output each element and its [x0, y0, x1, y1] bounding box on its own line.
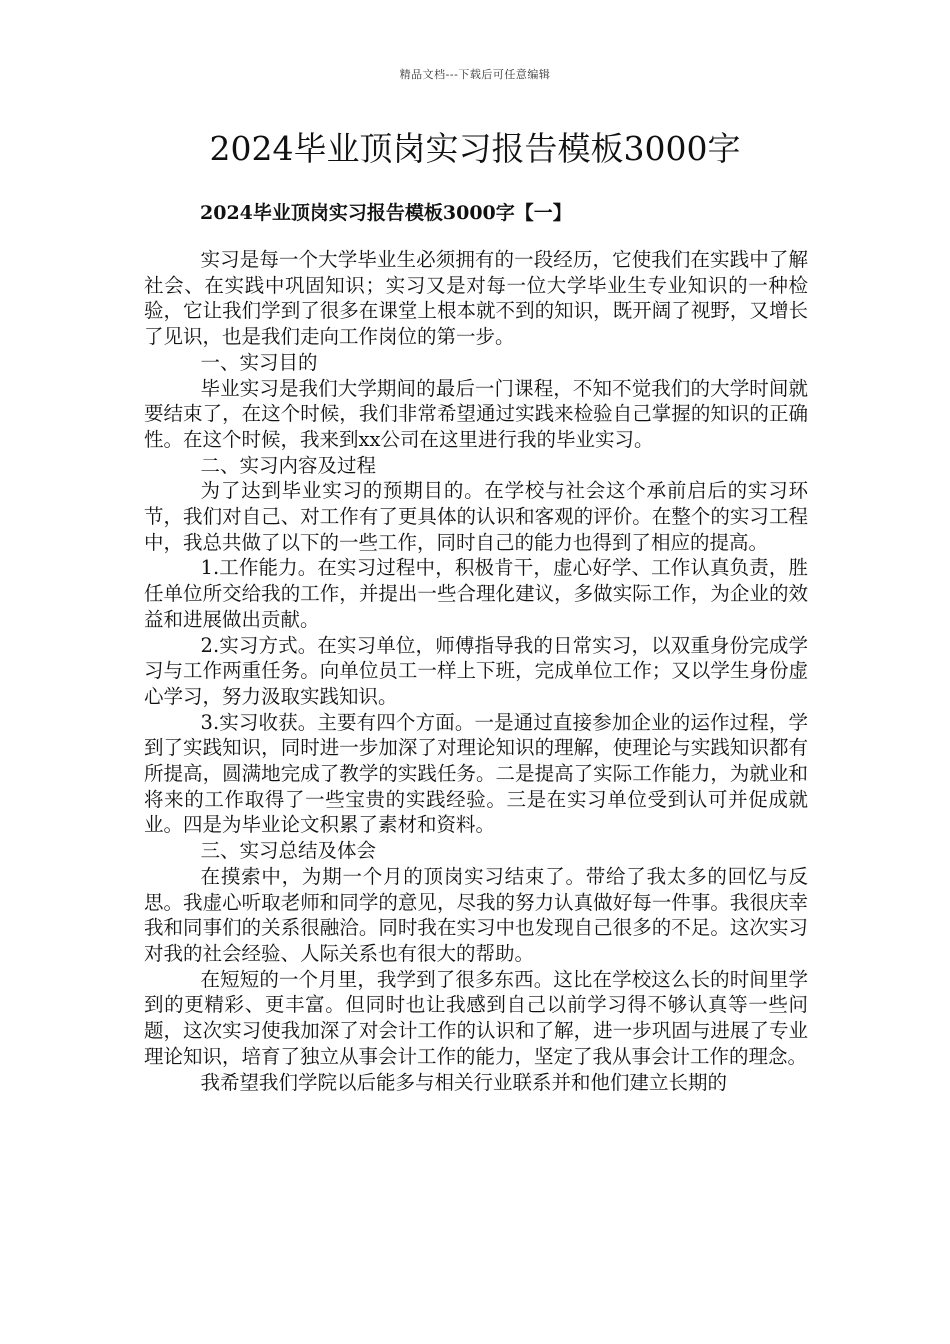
content-item-1: 1.工作能力。在实习过程中，积极肯干，虚心好学、工作认真负责，胜任单位所交给我的工作，并提出一些合理化建议，多做实际工作，为企业的效益和进展做出贡献。 — [144, 556, 808, 631]
content-item-2: 2.实习方式。在实习单位，师傅指导我的日常实习，以双重身份完成学习与工作两重任务。向单位员工一样上下班，完成单位工作；又以学生身份虚心学习，努力汲取实践知识。 — [144, 633, 808, 708]
summary-paragraph-2: 在短短的一个月里，我学到了很多东西。这比在学校这么长的时间里学到的更精彩、更丰富。但同时也让我感到自己以前学习得不够认真等一些问题，这次实习使我加深了对会计工作的认识和了解，进一步巩固与进展了专业理论知识，培育了独立从事会计工作的能力，坚定了我从事会计工作的理念。 — [144, 967, 808, 1068]
section-heading-content: 二、实习内容及过程 — [200, 453, 377, 477]
purpose-paragraph: 毕业实习是我们大学期间的最后一门课程，不知不觉我们的大学时间就要结束了，在这个时候，我们非常希望通过实践来检验自己掌握的知识的正确性。在这个时候，我来到xx公司在这里进行我的毕业实习。 — [144, 376, 808, 451]
document-subtitle: 2024毕业顶岗实习报告模板3000字【一】 — [200, 202, 572, 224]
header-note: 精品文档---下载后可任意编辑 — [399, 68, 551, 81]
document-body — [144, 247, 808, 1095]
section-heading-purpose: 一、实习目的 — [200, 350, 318, 374]
summary-paragraph-3: 我希望我们学院以后能多与相关行业联系并和他们建立长期的 — [200, 1070, 728, 1094]
intro-paragraph: 实习是每一个大学毕业生必须拥有的一段经历，它使我们在实践中了解社会、在实践中巩固知识；实习又是对每一位大学毕业生专业知识的一种检验，它让我们学到了很多在课堂上根本就不到的知识，既开阔了视野，又增长了见识，也是我们走向工作岗位的第一步。 — [144, 248, 808, 349]
summary-paragraph-1: 在摸索中，为期一个月的顶岗实习结束了。带给了我太多的回忆与反思。我虚心听取老师和同学的意见，尽我的努力认真做好每一件事。我很庆幸我和同事们的关系很融洽。同时我在实习中也发现自己很多的不足。这次实习对我的社会经验、人际关系也有很大的帮助。 — [144, 864, 808, 965]
content-item-3: 3.实习收获。主要有四个方面。一是通过直接参加企业的运作过程，学到了实践知识，同时进一步加深了对理论知识的理解，使理论与实践知识都有所提高，圆满地完成了教学的实践任务。二是提高了实际工作能力，为就业和将来的工作取得了一些宝贵的实践经验。三是在实习单位受到认可并促成就业。四是为毕业论文积累了素材和资料。 — [144, 710, 808, 837]
document-title: 2024毕业顶岗实习报告模板3000字 — [209, 129, 741, 168]
content-paragraph: 为了达到毕业实习的预期目的。在学校与社会这个承前启后的实习环节，我们对自己、对工作有了更具体的认识和客观的评价。在整个的实习工程中，我总共做了以下的一些工作，同时自己的能力也得到了相应的提高。 — [144, 479, 808, 554]
section-heading-summary: 三、实习总结及体会 — [200, 839, 377, 863]
